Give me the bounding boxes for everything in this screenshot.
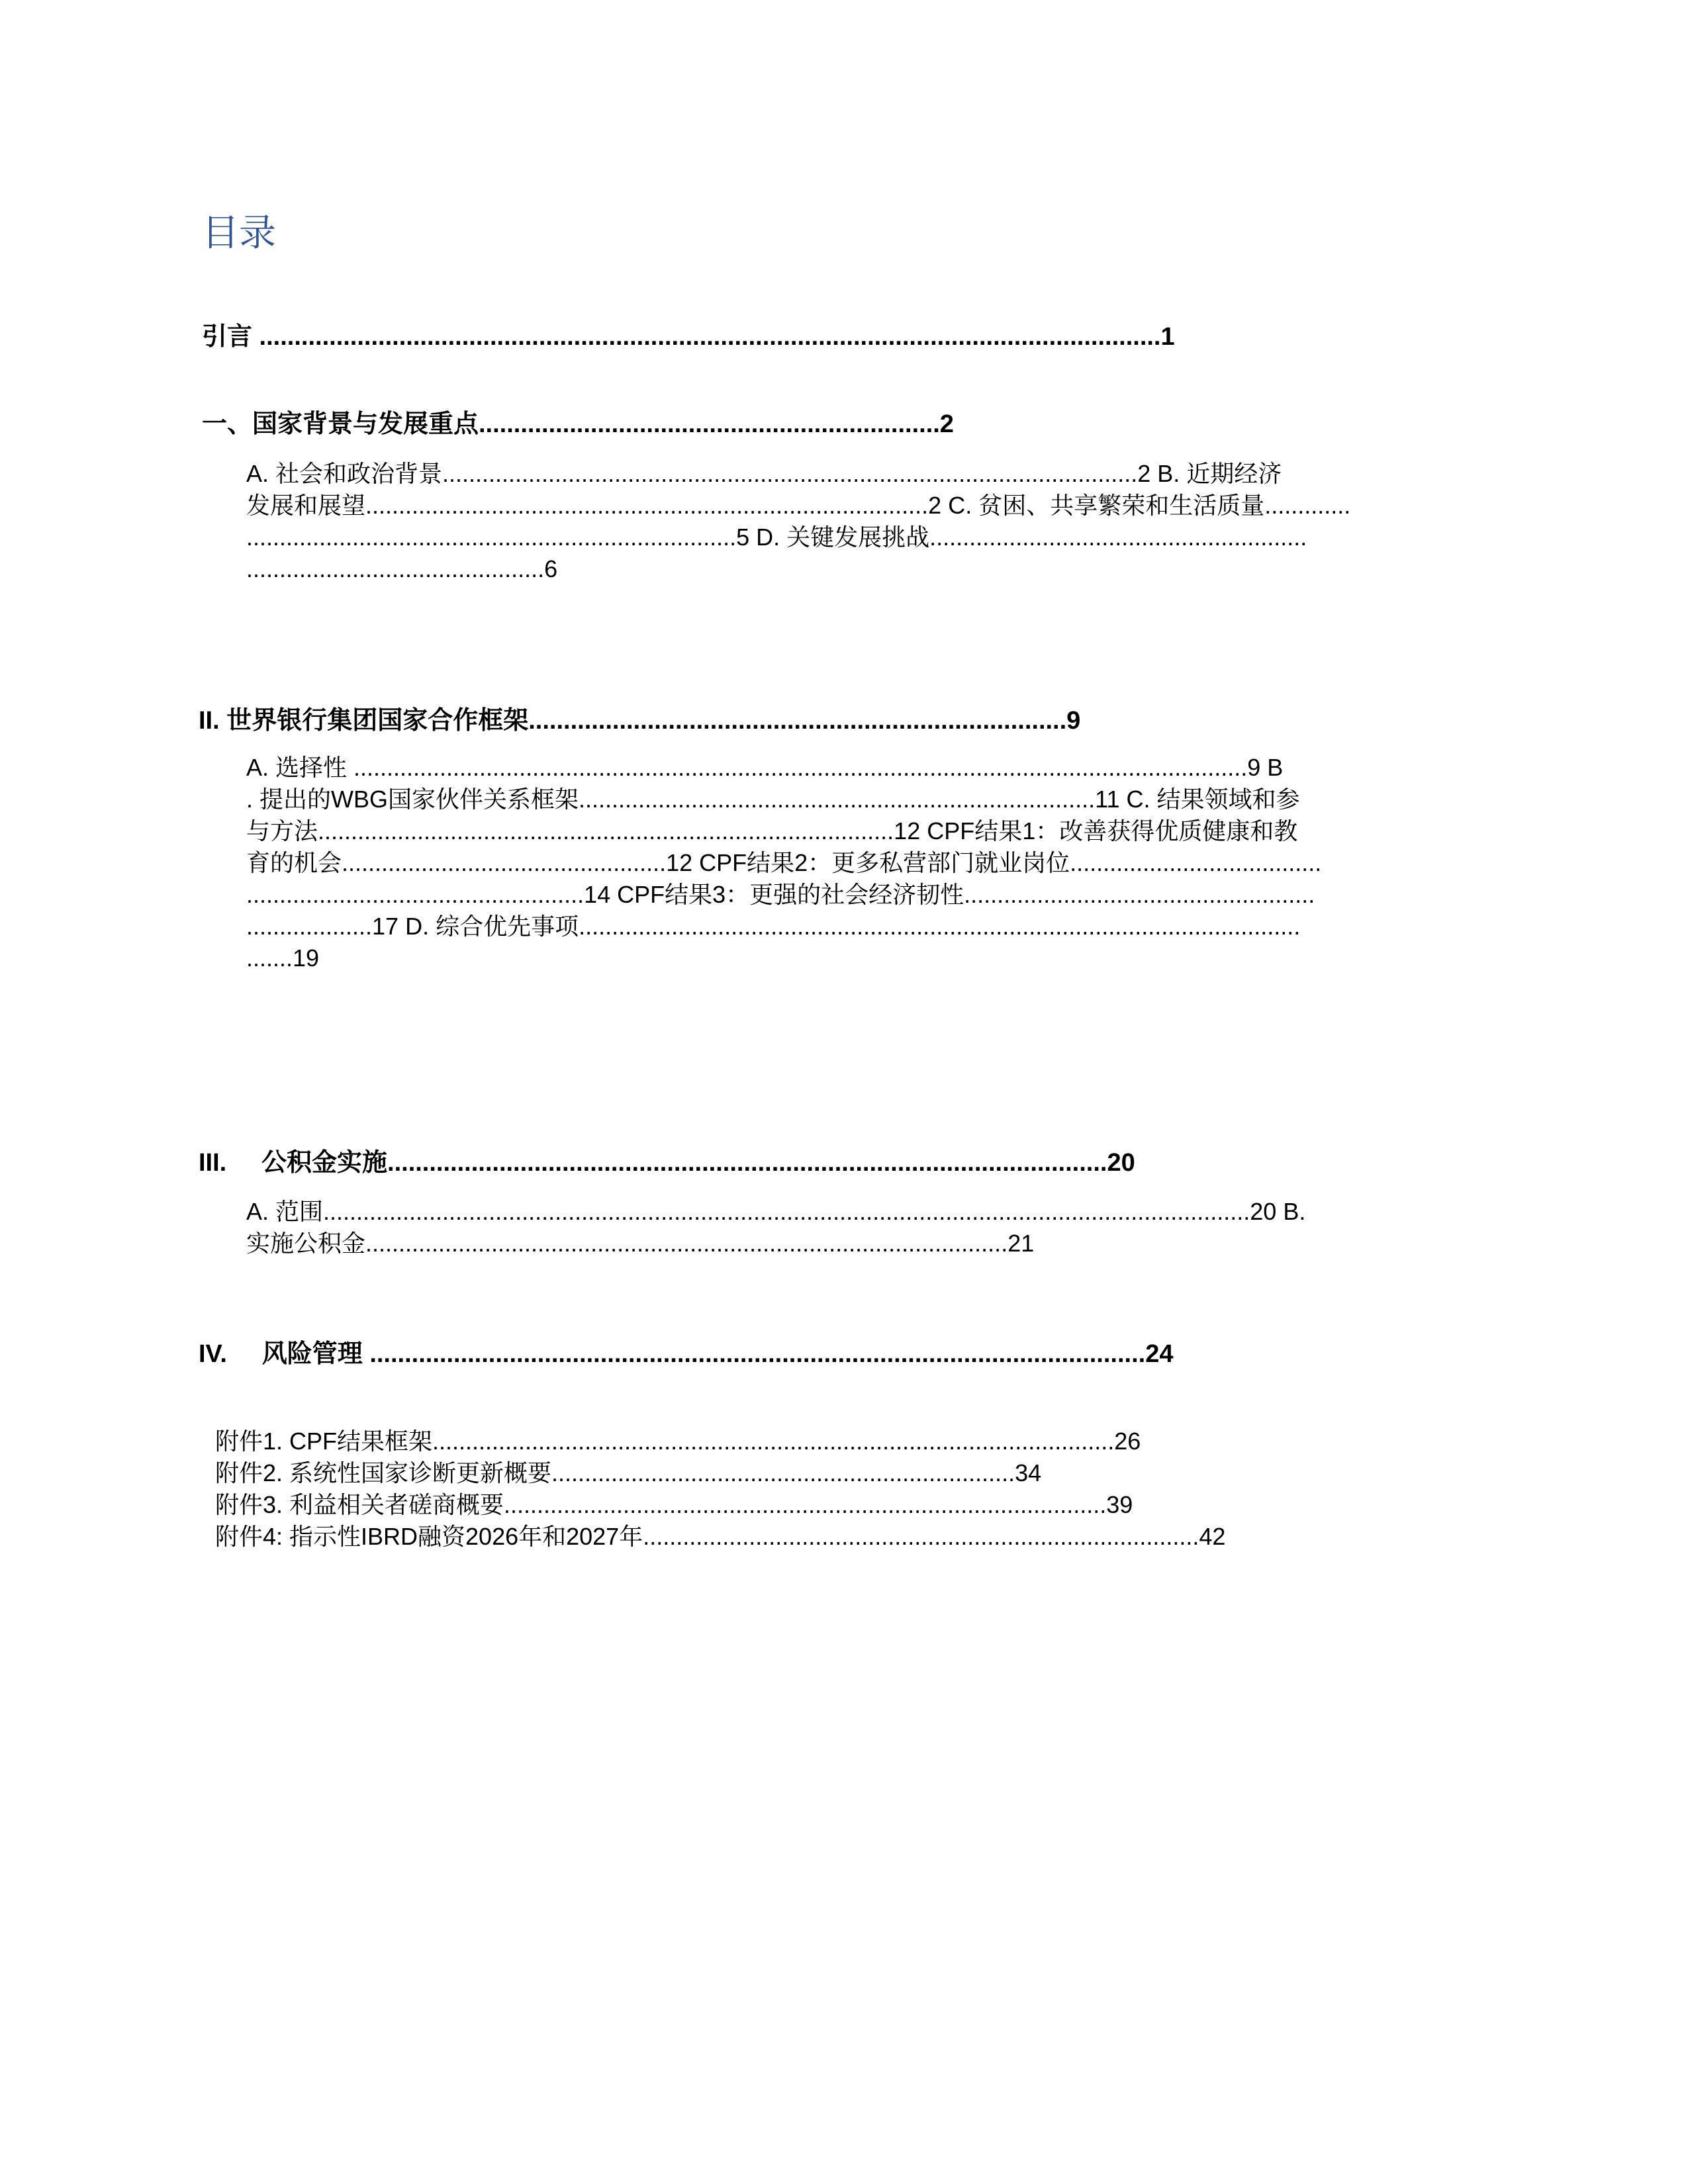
toc-entry-intro[interactable]: 引言 .................................................................................................................................1 [202, 323, 1175, 351]
toc-annex-2[interactable]: 附件2. 系统性国家诊断更新概要......................................................................34 [215, 1459, 1042, 1486]
toc-annex-1[interactable]: 附件1. CPF结果框架.......................................................................................................26 [215, 1428, 1141, 1455]
toc-section2-heading[interactable]: II. 世界银行集团国家合作框架.............................................................................9 [199, 707, 1081, 735]
toc-section4-heading[interactable]: IV. 风险管理 ...............................................................................................................24 [199, 1340, 1174, 1368]
toc-section3-heading[interactable]: III. 公积金实施.......................................................................................................20 [199, 1149, 1135, 1177]
toc-annex-4[interactable]: 附件4: 指示性IBRD融资2026年和2027年....................................................................................42 [215, 1523, 1226, 1550]
toc-section2-entries[interactable]: A. 选择性 .......................................................................................................................................9 B . 提出的WBG国家伙伴关系框架..............................................................................11 C. 结果领域和参 与方法.......................................................................................12 CPF结果1：改善获得优质健康和教 育的机会.................................................12 CPF结果2：更多私营部门就业岗位...................................... ...................................................14 CPF结果3：更强的社会经济韧性..................................................... ...................17 D. 综合优先事项............................................................................................................. .......19 [246, 754, 1322, 972]
toc-section1-heading[interactable]: 一、国家背景与发展重点..................................................................2 [202, 410, 954, 438]
toc-title: 目录 [202, 212, 276, 253]
toc-section1-entries[interactable]: A. 社会和政治背景.........................................................................................................2 B. 近期经济 发展和展望.....................................................................................2 C. 贫困、共享繁荣和生活质量............. ..........................................................................5 D. 关键发展挑战......................................................... .............................................6 [246, 460, 1351, 582]
toc-annex-3[interactable]: 附件3. 利益相关者磋商概要...........................................................................................39 [215, 1491, 1133, 1518]
toc-section3-entries[interactable]: A. 范围............................................................................................................................................20 B. 实施公积金.................................................................................................21 [246, 1198, 1306, 1257]
